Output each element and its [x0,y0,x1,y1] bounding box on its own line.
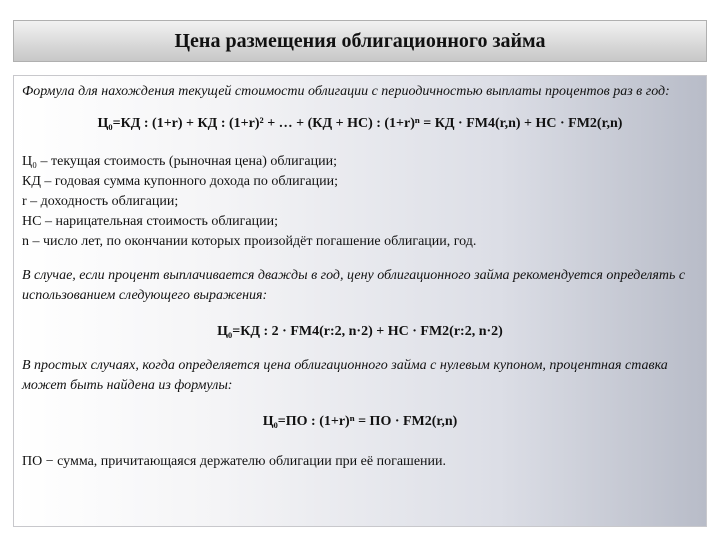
formula-annual: Ц₀=КД : (1+r) + КД : (1+r)² + … + (КД + НС) : (1+r)ⁿ = КД · FM4(r,n) + НС · FM2(r,n) [97,116,623,131]
definition-item: НС – нарицательная стоимость облигации; [22,214,278,229]
definition-item: r – доходность облигации; [22,194,179,209]
definition-item: n – число лет, по окончании которых произойдёт погашение облигации, год. [22,234,477,249]
zero-coupon-text: В простых случаях, когда определяется цена облигационного займа с нулевым купоном, процентная ставка может быть найдена из формулы: [22,358,668,393]
definition-item: КД – годовая сумма купонного дохода по облигации; [22,174,338,189]
definition-item: Ц₀ – текущая стоимость (рыночная цена) облигации; [22,154,337,169]
formula-semiannual: Ц₀=КД : 2 · FM4(r:2, n·2) + НС · FM2(r:2, n·2) [217,324,503,339]
formula-zero-coupon: Ц₀=ПО : (1+r)ⁿ = ПО · FM2(r,n) [262,414,458,429]
intro-text: Формула для нахождения текущей стоимости облигации с периодичностью выплаты процентов раз в год: [22,84,670,99]
po-definition: ПО − сумма, причитающаяся держателю облигации при её погашении. [22,454,447,469]
semiannual-text: В случае, если процент выплачивается дважды в год, цену облигационного займа рекомендуется определять с использованием следующего выражения: [22,268,686,303]
title-bar [13,20,707,62]
content-panel [13,75,707,527]
definitions-list [22,152,698,252]
page-title: Цена размещения облигационного займа [174,29,546,52]
